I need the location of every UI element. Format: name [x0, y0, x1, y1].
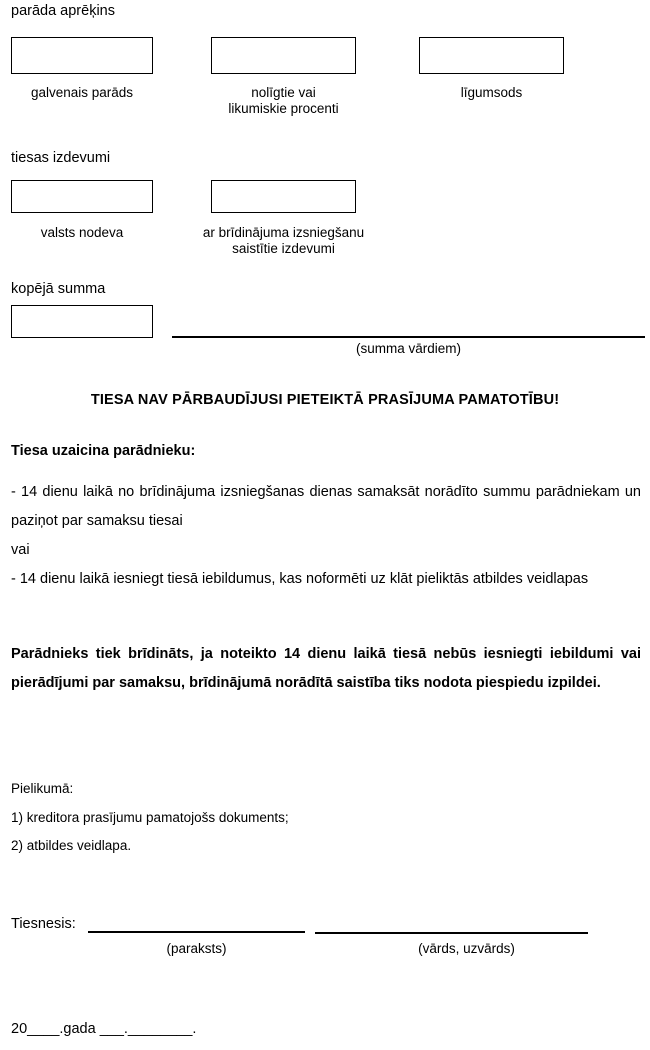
court-costs-section-label: tiesas izdevumi	[11, 150, 111, 166]
caption-summa-vardiem: (summa vārdiem)	[355, 341, 461, 356]
input-date-line[interactable]: 20____.gada ___.________.	[11, 1021, 197, 1037]
caption-valsts-nodeva: valsts nodeva	[40, 225, 124, 240]
total-section-label: kopējā summa	[11, 281, 106, 297]
attachment-item-1: 1) kreditora prasījumu pamatojošs dokuments;	[11, 810, 289, 825]
body-item-1: - 14 dienu laikā no brīdinājuma izsniegšanas dienas samaksāt norādīto summu parādniekam un paziņot par samaksu tiesai	[11, 484, 641, 529]
body-conjunction: vai	[11, 542, 30, 558]
input-galvenais-parads[interactable]	[11, 37, 153, 74]
caption-ligumsods: līgumsods	[460, 85, 523, 100]
caption-bridinajuma-izdevumi-line2: saistītie izdevumi	[232, 241, 335, 256]
body-warning: Parādnieks tiek brīdināts, ja noteikto 14 dienu laikā tiesā nebūs iesniegti iebildumi vai pierādījumi par samaksu, brīdinājumā norādītā saistība tiks nodota piespiedu izpildei.	[11, 646, 641, 691]
attachments-label: Pielikumā:	[11, 781, 74, 796]
input-signature-line[interactable]	[88, 931, 305, 933]
caption-paraksts: (paraksts)	[166, 941, 227, 956]
caption-bridinajuma-izdevumi-line1: ar brīdinājuma izsniegšanu	[202, 225, 365, 240]
signature-label: Tiesnesis:	[11, 916, 76, 932]
input-summa-vardiem-line[interactable]	[172, 336, 645, 338]
input-ligumsods[interactable]	[419, 37, 564, 74]
debt-calculation-section-label: parāda aprēķins	[11, 3, 115, 19]
input-nolīgtie-vai-likumiskie-procenti[interactable]	[211, 37, 356, 74]
input-bridinajuma-izdevumi[interactable]	[211, 180, 356, 213]
caption-procenti-line1: nolīgtie vai	[251, 85, 316, 100]
page-title: TIESA NAV PĀRBAUDĪJUSI PIETEIKTĀ PRASĪJUMA PAMATOTĪBU!	[90, 392, 560, 408]
attachment-item-2: 2) atbildes veidlapa.	[11, 838, 132, 853]
caption-procenti-line2: likumiskie procenti	[228, 101, 339, 116]
input-valsts-nodeva[interactable]	[11, 180, 153, 213]
caption-vards-uzvards: (vārds, uzvārds)	[418, 941, 515, 956]
caption-galvenais-parads: galvenais parāds	[30, 85, 134, 100]
body-lead-bold: Tiesa uzaicina parādnieku:	[11, 443, 196, 459]
input-kopeja-summa[interactable]	[11, 305, 153, 338]
input-name-line[interactable]	[315, 932, 588, 934]
body-item-2: - 14 dienu laikā iesniegt tiesā iebildumus, kas noformēti uz klāt pieliktās atbildes veidlapas	[11, 571, 589, 587]
